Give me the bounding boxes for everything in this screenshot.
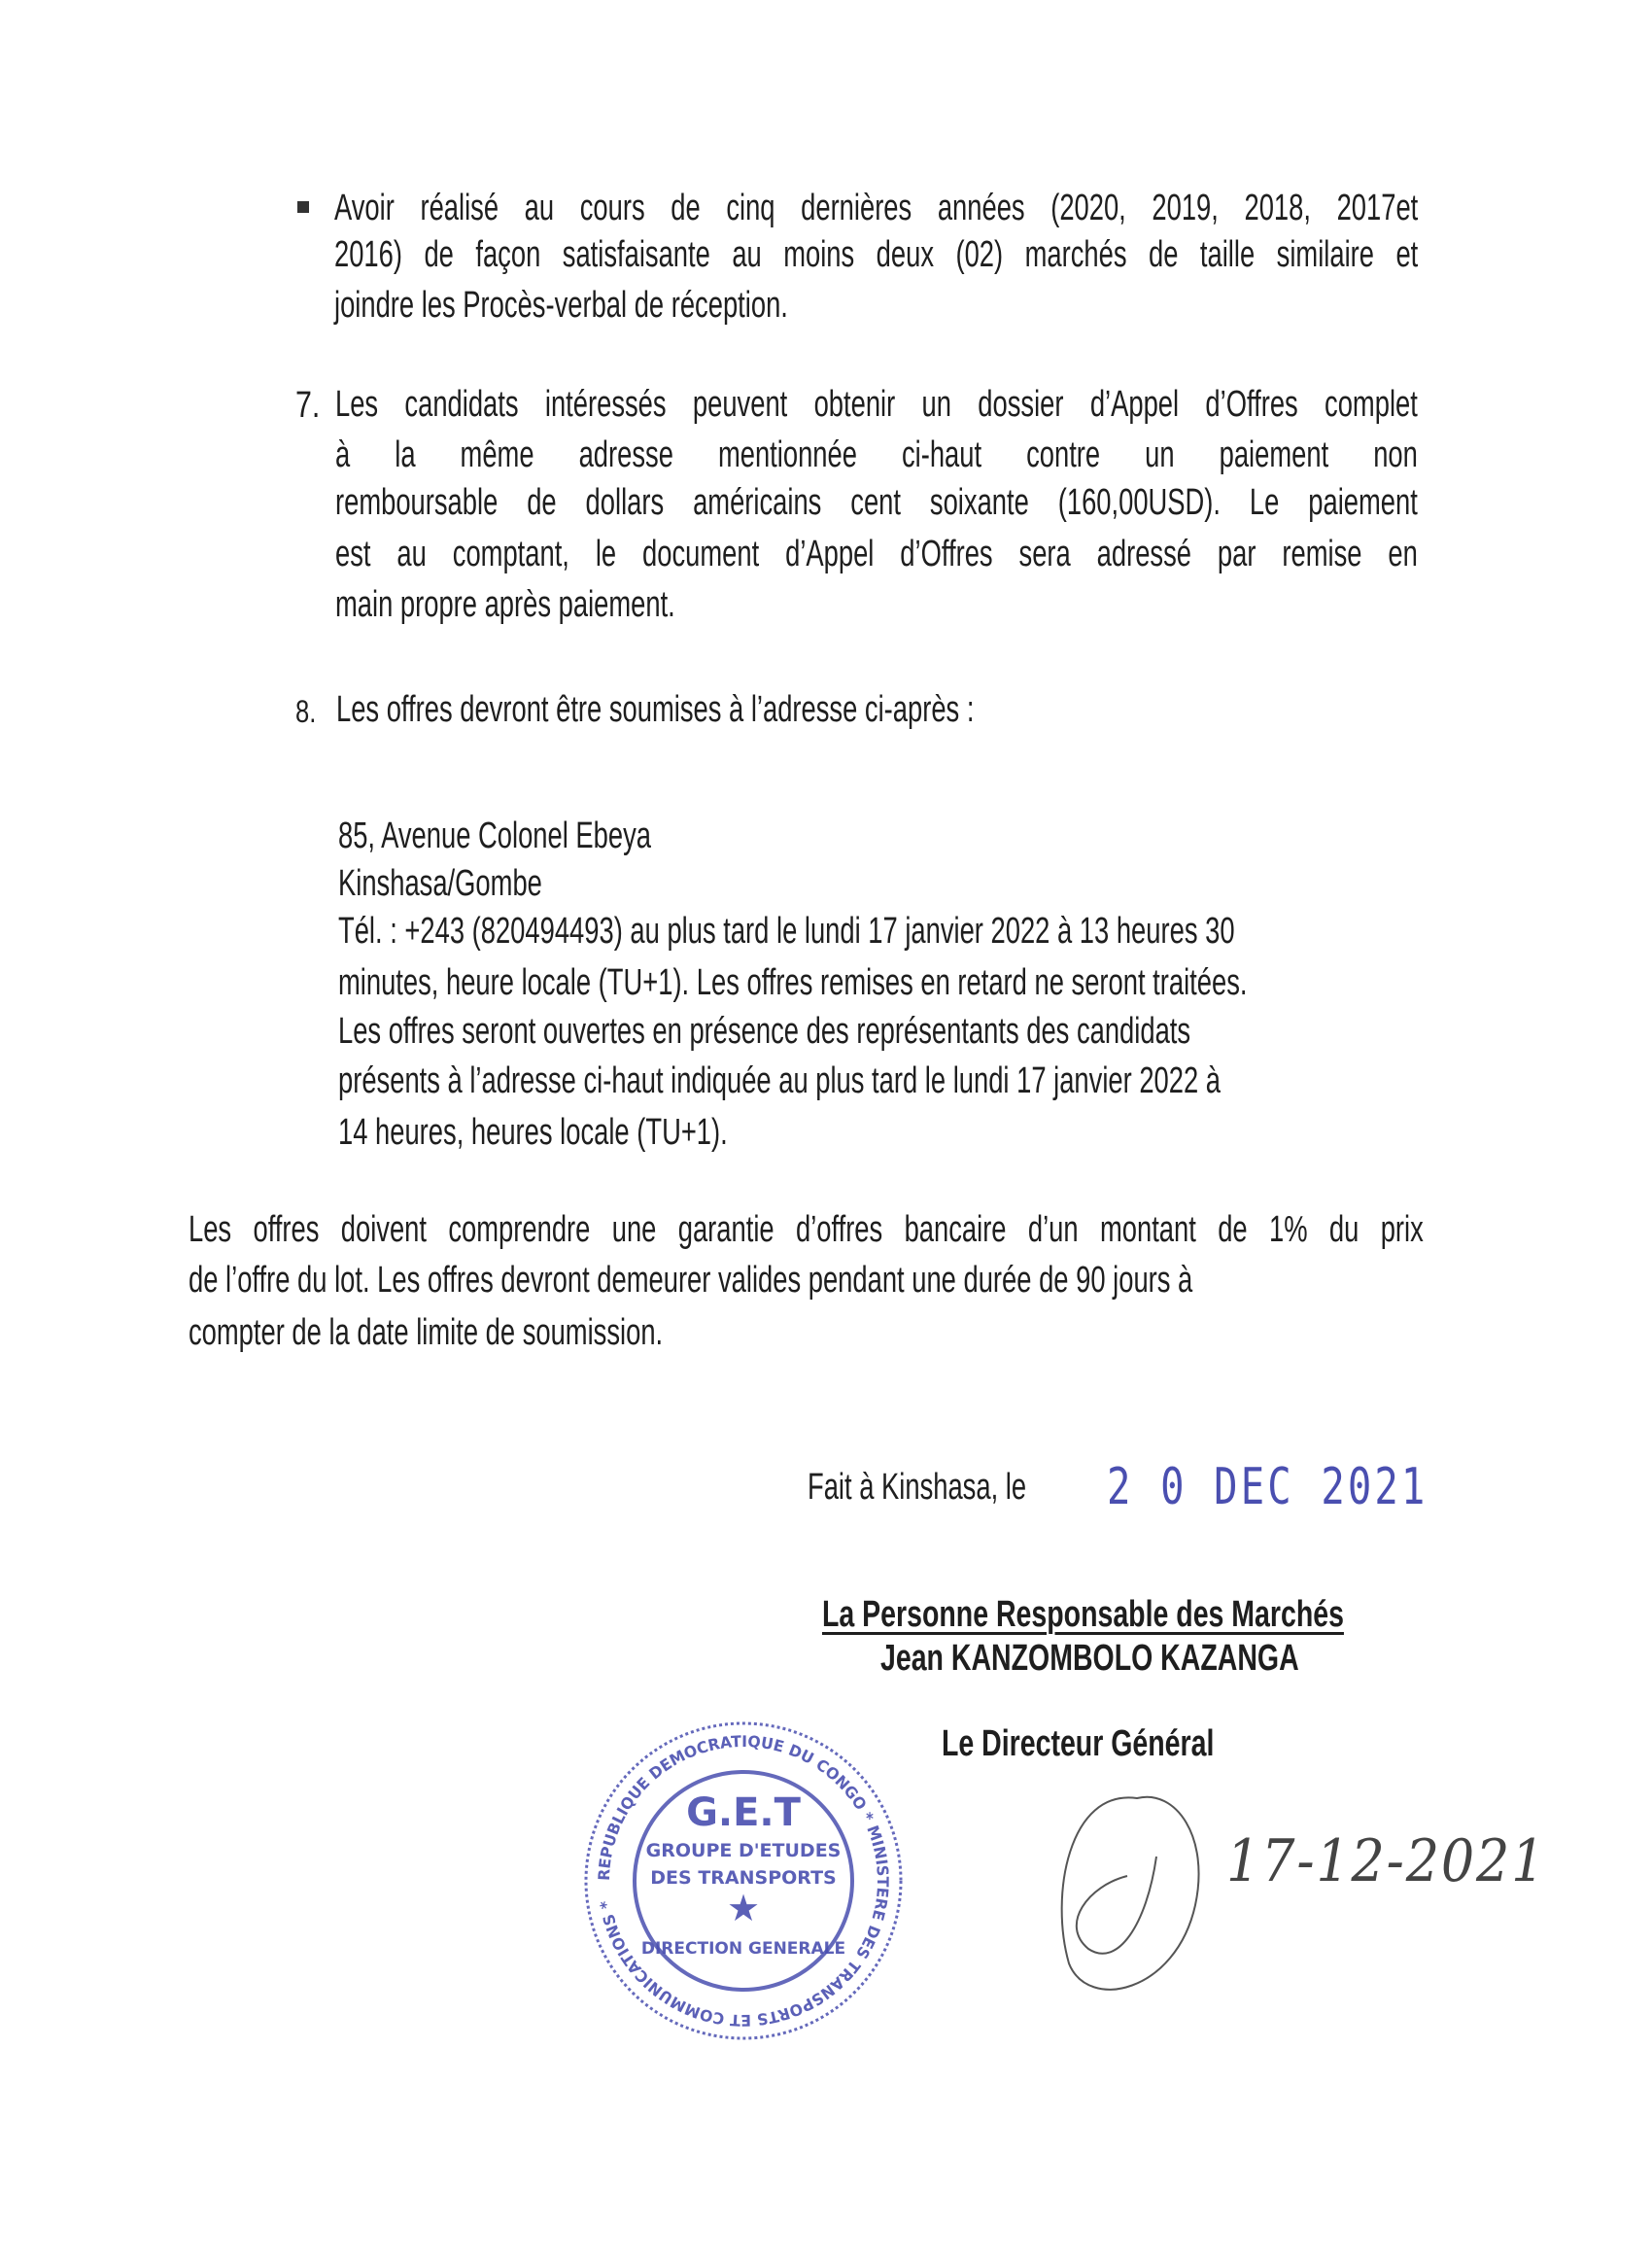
- address-line: Les offres seront ouvertes en présence des représentants des candidats: [338, 1011, 1191, 1052]
- item7-line: à la même adresse mentionnée ci-haut contre un paiement non: [335, 434, 1418, 475]
- place-text: Fait à Kinshasa, le: [808, 1467, 1027, 1508]
- date-stamp: 2 0 DEC 2021: [1107, 1458, 1428, 1516]
- address-line: minutes, heure locale (TU+1). Les offres remises en retard ne seront traitées.: [338, 962, 1248, 1003]
- handwritten-date: 17-12-2021: [1226, 1827, 1547, 1895]
- star-icon: ★: [726, 1887, 761, 1929]
- item8-text: Les offres devront être soumises à l’adresse ci-après :: [336, 689, 975, 730]
- stamp-line1: GROUPE D'ETUDES: [645, 1840, 842, 1861]
- address-line: Kinshasa/Gombe: [338, 863, 542, 904]
- stamp-acronym: G.E.T: [686, 1790, 801, 1835]
- item7-line: main propre après paiement.: [335, 584, 675, 625]
- criteria-line: 2016) de façon satisfaisante au moins deux (02) marchés de taille similaire et: [334, 234, 1419, 275]
- address-line: présents à l’adresse ci-haut indiquée au plus tard le lundi 17 janvier 2022 à: [338, 1060, 1222, 1101]
- signatory-role: Le Directeur Général: [942, 1723, 1215, 1764]
- address-line: Tél. : +243 (820494493) au plus tard le lundi 17 janvier 2022 à 13 heures 30: [338, 911, 1235, 952]
- guarantee-line: de l’offre du lot. Les offres devront demeurer valides pendant une durée de 90 jours à: [189, 1260, 1193, 1301]
- official-stamp: [583, 1720, 904, 2041]
- guarantee-line: compter de la date limite de soumission.: [189, 1312, 664, 1353]
- item7-line: Les candidats intéressés peuvent obtenir un dossier d’Appel d’Offres complet: [335, 384, 1418, 425]
- stamp-line2: DES TRANSPORTS: [650, 1867, 837, 1889]
- criteria-line: Avoir réalisé au cours de cinq dernières années (2020, 2019, 2018, 2017et: [334, 188, 1419, 228]
- item7-line: est au comptant, le document d’Appel d’Offres sera adressé par remise en: [335, 534, 1418, 574]
- criteria-line: joindre les Procès-verbal de réception.: [334, 285, 788, 326]
- address-line: 85, Avenue Colonel Ebeya: [338, 816, 651, 856]
- guarantee-line: Les offres doivent comprendre une garantie d’offres bancaire d’un montant de 1% du prix: [189, 1209, 1424, 1250]
- item-number: 7.: [295, 385, 321, 426]
- item-number: 8.: [295, 694, 317, 729]
- address-line: 14 heures, heures locale (TU+1).: [338, 1112, 728, 1153]
- stamp-line3: DIRECTION GENERALE: [640, 1939, 846, 1959]
- signatory-name: Jean KANZOMBOLO KAZANGA: [880, 1638, 1299, 1679]
- bullet-icon: [297, 201, 309, 213]
- handwritten-signature: [1030, 1779, 1215, 2002]
- stamp-outer-text: REPUBLIQUE DEMOCRATIQUE DU CONGO * MINISTERE DES TRANSPORTS ET COMMUNICATIONS *: [594, 1731, 893, 2031]
- item7-line: remboursable de dollars américains cent soixante (160,00USD). Le paiement: [335, 482, 1418, 523]
- signatory-title: La Personne Responsable des Marchés: [822, 1594, 1344, 1635]
